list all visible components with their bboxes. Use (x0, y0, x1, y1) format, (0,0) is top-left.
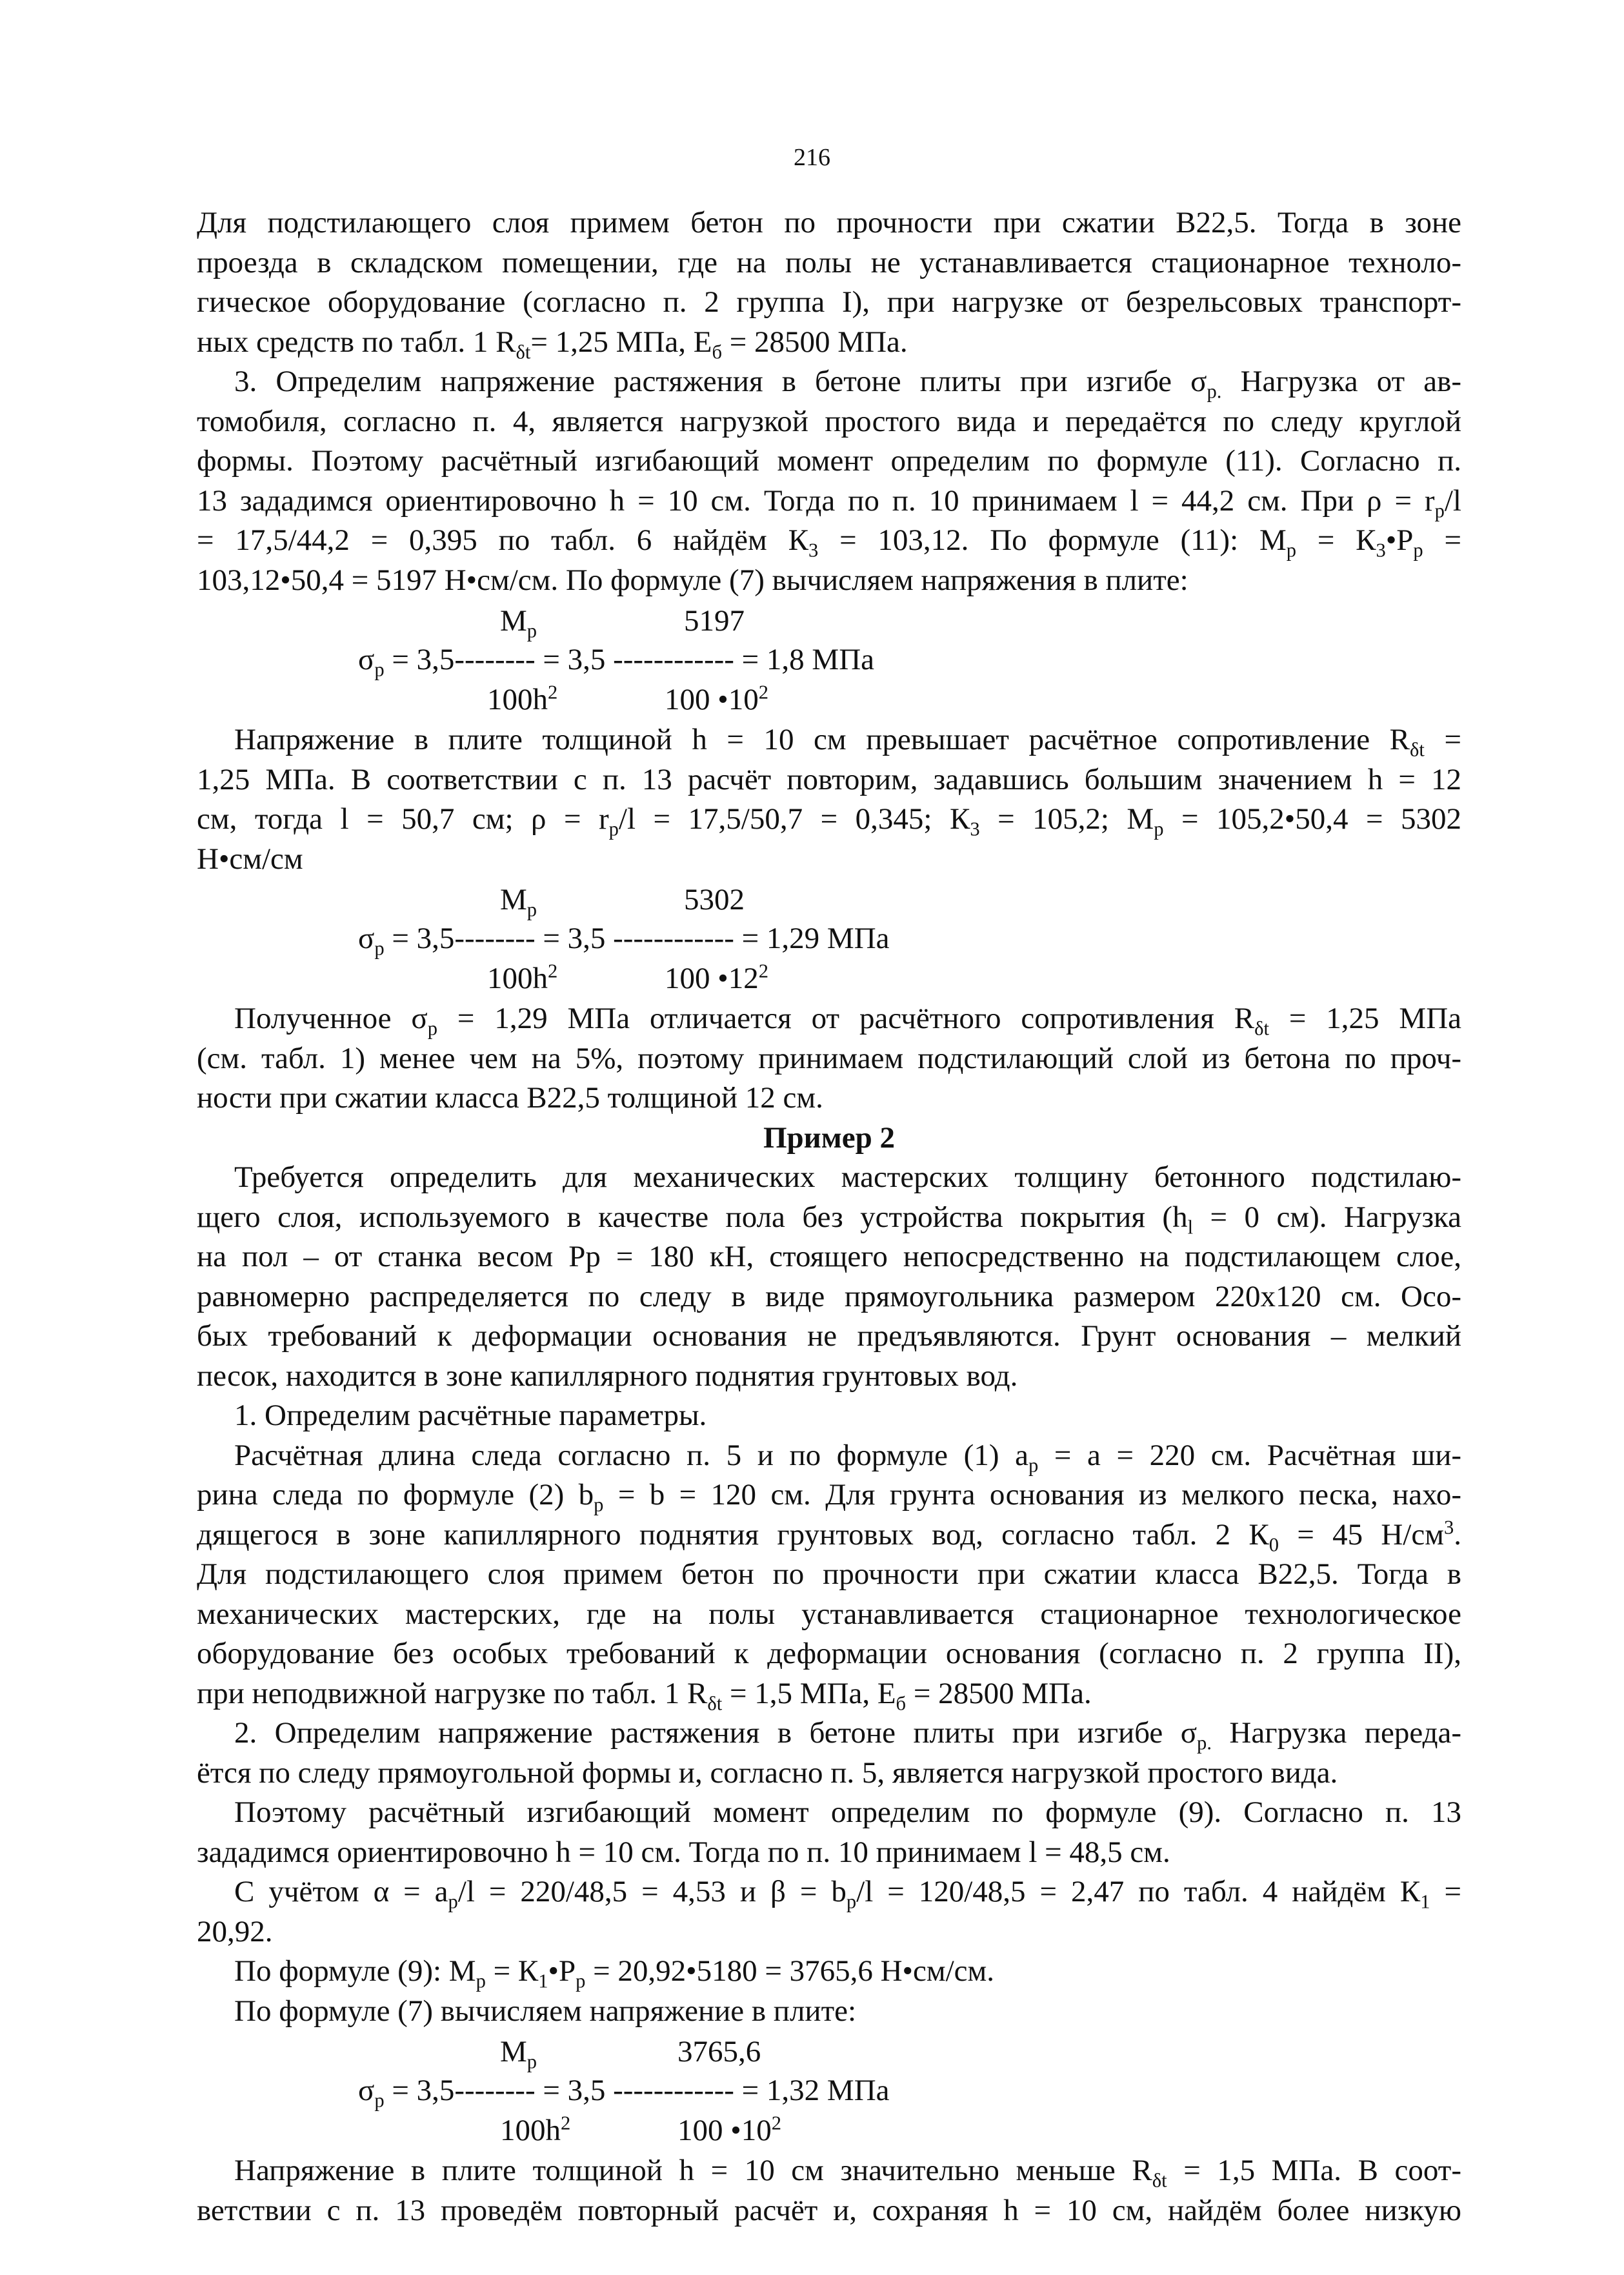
formula-denominator: $100h^2$ (487, 681, 558, 716)
text-line: щего слоя, используемого в качестве пола без устройства покрытия ($h_l = 0$ см). Нагрузка (197, 1200, 1461, 1238)
formula-expression: $\sigma_р = 3,5-------- = 3,5$ ------------ = 1,32 МПа (358, 2074, 890, 2112)
formula-denominator: $100h^2$ (500, 2112, 571, 2147)
text-line: Н•см/см (197, 842, 303, 876)
formula-denominator: 100 $•12^2$ (665, 960, 768, 995)
paragraph (197, 1714, 1461, 1793)
paragraph (197, 1436, 1461, 1714)
text-line: механических мастерских, где на полы устанавливается стационарное технологическое (197, 1597, 1461, 1631)
text-line: = 17,5/44,2 = 0,395 по табл. 6 найдём $К_3 = 103,12$. По формуле (11): $М_р$ = $К_3•Р_р$ = (197, 523, 1462, 561)
text-line: при неподвижной нагрузке по табл. 1 $R_{\delta t} = 1,5$ МПа, $Е_б = 28500$ МПа. (197, 1676, 1092, 1714)
paragraph (197, 999, 1461, 1118)
formula-numerator: 5302 (684, 883, 745, 916)
paragraph (197, 203, 1461, 362)
text-line: зададимся ориентировочно h = 10 см. Тогда по п. 10 принимаем l = 48,5 см. (197, 1835, 1170, 1869)
text-line: 13 зададимся ориентировочно h = 10 см. Тогда по п. 10 принимаем l = 44,2 см. При $\rho = r_р/l$ (197, 483, 1461, 521)
text-line: равномерно распределяется по следу в виде прямоугольника размером 220х120 см. Осо- (197, 1279, 1461, 1313)
text-line: Поэтому расчётный изгибающий момент определим по формуле (9). Согласно п. 13 (234, 1795, 1461, 1829)
formula-denominator: $100h^2$ (487, 960, 558, 995)
text-line: С учётом $\alpha = a_р/l = 220/48,5 = 4,53$ и $\beta = b_р/l = 120/48,5 = 2,47$ по табл. 4 найдём $К_1$ = (234, 1875, 1461, 1913)
text-line: Напряжение в плите толщиной h = 10 см превышает расчётное сопротивление $R_{\delta t}$ = (234, 723, 1461, 761)
formula-denominator: 100 $•10^2$ (665, 681, 768, 716)
paragraph (197, 720, 1461, 879)
paragraph (197, 1872, 1461, 1952)
text-line: Расчётная длина следа согласно п. 5 и по формуле (1) $a_р = a = 220$ см. Расчётная ши- (234, 1438, 1462, 1476)
text-line: рина следа по формуле (2) $b_р = b = 120$ см. Для грунта основания из мелкого песка, нахо- (197, 1478, 1462, 1516)
paragraph (197, 2151, 1461, 2230)
section-heading: Пример 2 (763, 1120, 896, 1155)
text-line: 2. Определим напряжение растяжения в бетоне плиты при изгибе $\sigma_{р.}$ Нагрузка переда- (234, 1716, 1461, 1754)
text-line: Для подстилающего слоя примем бетон по прочности при сжатии В22,5. Тогда в зоне (197, 206, 1461, 239)
formula (197, 879, 1461, 999)
text-line: ности при сжатии класса В22,5 толщиной 12 см. (197, 1081, 823, 1115)
formula-numerator: 5197 (684, 604, 745, 638)
text-line: ветствии с п. 13 проведём повторный расчёт и, сохраняя h = 10 см, найдём более низкую (197, 2193, 1461, 2227)
text-line: (см. табл. 1) менее чем на 5%, поэтому принимаем подстилающий слой из бетона по проч- (197, 1041, 1461, 1075)
text-line: 1,25 МПа. В соответствии с п. 13 расчёт повторим, задавшись большим значением h = 12 (197, 762, 1461, 796)
formula-numerator: $М_р$ (500, 2035, 537, 2073)
formula (197, 600, 1461, 720)
text-line: 103,12•50,4 = 5197 Н•см/см. По формуле (7) вычисляем напряжения в плите: (197, 563, 1188, 597)
text-line: ных средств по табл. 1 $R_{\delta t}= 1,25$ МПа, $Е_б = 28500$ МПа. (197, 325, 908, 363)
formula-denominator: 100 $•10^2$ (677, 2112, 781, 2147)
formula-numerator: $М_р$ (500, 604, 537, 642)
paragraph (197, 1793, 1461, 1872)
page-number: 216 (794, 144, 830, 171)
text-line: гическое оборудование (согласно п. 2 группа I), при нагрузке от безрельсовых транспорт- (197, 285, 1461, 319)
text-line: ётся по следу прямоугольной формы и, согласно п. 5, является нагрузкой простого вида. (197, 1755, 1338, 1790)
paragraph: По формуле (7) вычисляем напряжение в плите: (234, 1994, 857, 2028)
paragraph (197, 362, 1461, 600)
text-line: 3. Определим напряжение растяжения в бетоне плиты при изгибе $\sigma_{р.}$ Нагрузка от ав- (234, 365, 1461, 403)
paragraph: 1. Определим расчётные параметры. (234, 1399, 707, 1432)
text-line: см, тогда l = 50,7 см; $\rho = r_р/l = 17,5/50,7 = 0,345$; $К_3 = 105,2$; $М_р$ = 105,2•50,4 = 5302 (197, 802, 1462, 840)
formula-numerator: 3765,6 (677, 2035, 761, 2068)
text-line: дящегося в зоне капиллярного поднятия грунтовых вод, согласно табл. 2 $К_0 = 45$ $Н/см^3$. (197, 1515, 1461, 1555)
text-line: оборудование без особых требований к деформации основания (согласно п. 2 группа II), (197, 1637, 1461, 1670)
text-line: Требуется определить для механических мастерских толщину бетонного подстилаю- (234, 1160, 1461, 1194)
text-line: проезда в складском помещении, где на полы не устанавливается стационарное техноло- (197, 245, 1461, 279)
text-line: Напряжение в плите толщиной h = 10 см значительно меньше $R_{\delta t} = 1,5$ МПа. В соот- (234, 2154, 1461, 2192)
text-line: песок, находится в зоне капиллярного поднятия грунтовых вод. (197, 1359, 1018, 1393)
paragraph: По формуле (9): $М_р$ = $К_1•Р_р$ = 20,92•5180 = 3765,6 Н•см/см. (234, 1954, 995, 1992)
formula-expression: $\sigma_р = 3,5-------- = 3,5$ ------------ = 1,29 МПа (358, 922, 890, 960)
text-line: Полученное $\sigma_р = 1,29$ МПа отличается от расчётного сопротивления $R_{\delta t} = 1,25$ МПа (234, 1002, 1461, 1040)
text-line: 20,92. (197, 1914, 273, 1948)
formula-numerator: $М_р$ (500, 883, 537, 921)
paragraph (197, 1158, 1461, 1396)
text-line: томобиля, согласно п. 4, является нагрузкой простого вида и передаётся по следу круглой (197, 404, 1461, 438)
text-line: бых требований к деформации основания не предъявляются. Грунт основания – мелкий (197, 1319, 1461, 1353)
formula-expression: $\sigma_р = 3,5-------- = 3,5$ ------------ = 1,8 МПа (358, 643, 875, 681)
formula (197, 2031, 1461, 2151)
page-body (197, 203, 1461, 2230)
text-line: на пол – от станка весом Рр = 180 кН, стоящего непосредственно на подстилающем слое, (197, 1240, 1461, 1273)
text-line: Для подстилающего слоя примем бетон по прочности при сжатии класса В22,5. Тогда в (197, 1557, 1461, 1591)
text-line: формы. Поэтому расчётный изгибающий момент определим по формуле (11). Согласно п. (197, 444, 1461, 478)
